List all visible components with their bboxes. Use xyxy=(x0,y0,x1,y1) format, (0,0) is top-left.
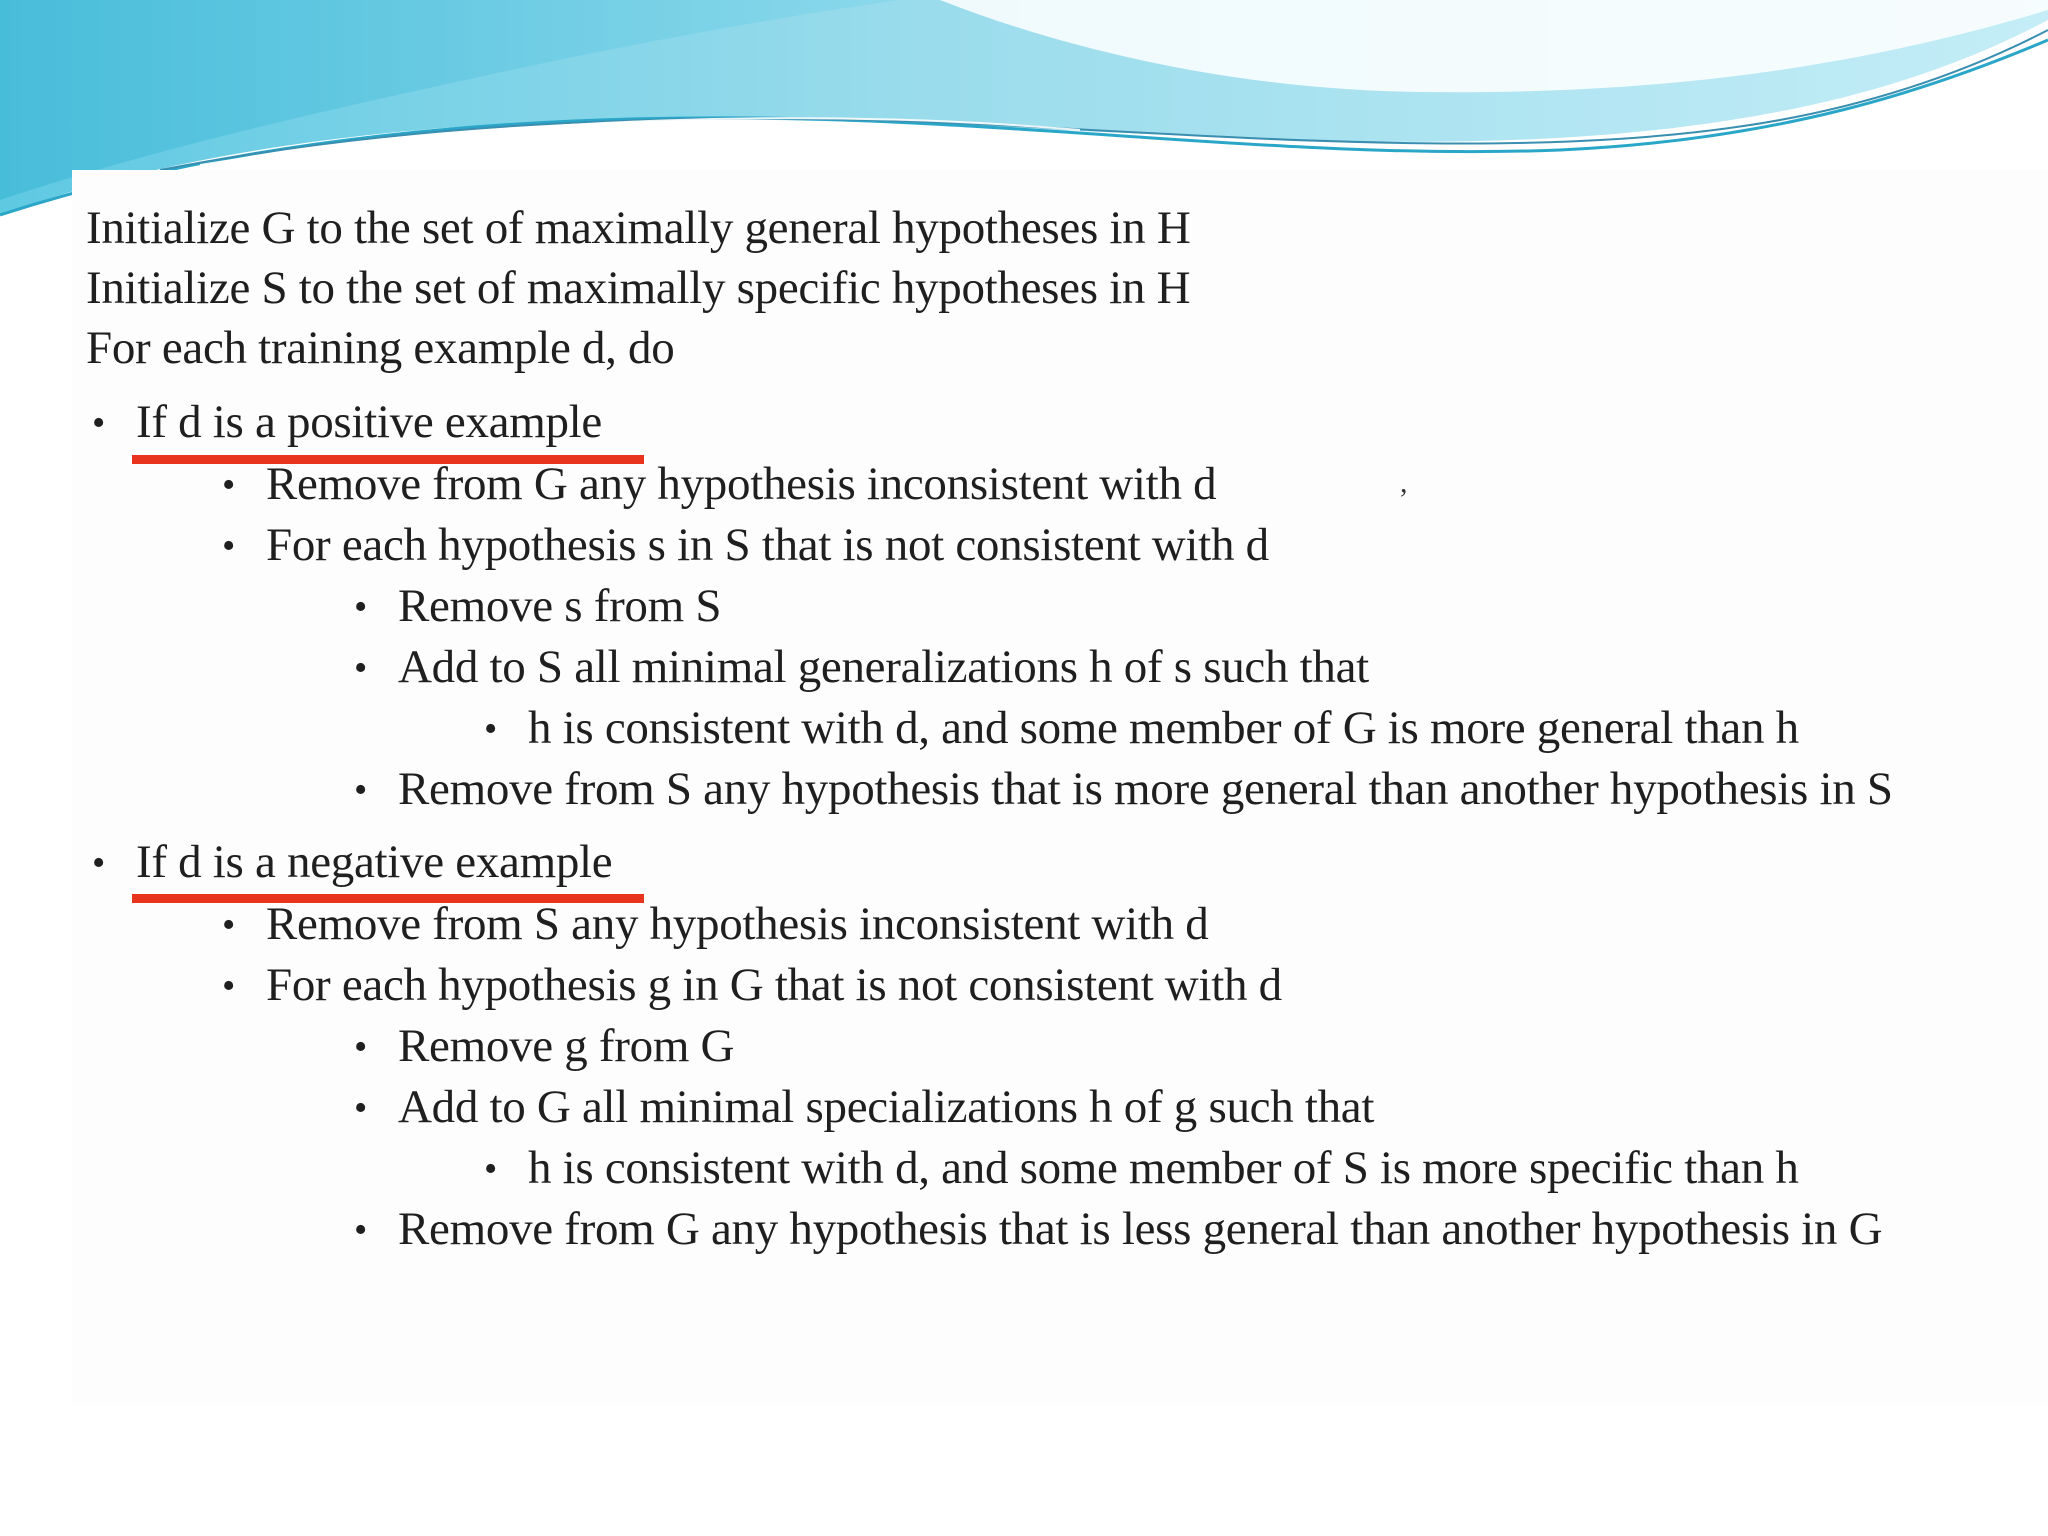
negative-heading xyxy=(92,834,612,891)
neg-remove-less-general: • Remove from G any hypothesis that is less general than another hypothesis in G xyxy=(354,1201,1882,1258)
bullet-icon: • xyxy=(354,647,368,689)
negative-heading-text: If d is a negative example xyxy=(136,836,613,888)
neg-add-specializations: • Add to G all minimal specializations h of g such that xyxy=(354,1079,1374,1136)
pos-remove-g: • Remove from G any hypothesis inconsistent with d xyxy=(222,456,1216,513)
neg-for-each-g: • For each hypothesis g in G that is not consistent with d xyxy=(222,957,1282,1014)
neg-remove-g: • Remove g from G xyxy=(354,1018,734,1075)
bullet-icon: • xyxy=(484,1148,498,1190)
bullet-icon: • xyxy=(222,965,236,1007)
positive-heading-text: If d is a positive example xyxy=(136,396,602,448)
bullet-icon: • xyxy=(222,525,236,567)
bullet-icon: • xyxy=(92,402,106,444)
pos-add-generalizations: • Add to S all minimal generalizations h of s such that xyxy=(354,639,1369,696)
bullet-icon: • xyxy=(354,1087,368,1129)
pos-remove-s: • Remove s from S xyxy=(354,578,721,635)
line-init-g: Initialize G to the set of maximally general hypotheses in H xyxy=(86,202,1191,254)
bullet-icon: • xyxy=(354,1209,368,1251)
bullet-icon: • xyxy=(354,586,368,628)
line-init-s: Initialize S to the set of maximally specific hypotheses in H xyxy=(86,262,1191,314)
bullet-icon: • xyxy=(354,1026,368,1068)
positive-heading xyxy=(92,394,602,451)
bullet-icon: • xyxy=(222,904,236,946)
bullet-icon: • xyxy=(354,769,368,811)
neg-remove-s: • Remove from S any hypothesis inconsistent with d xyxy=(222,896,1209,953)
neg-consistent-condition: • h is consistent with d, and some member of S is more specific than h xyxy=(484,1140,1799,1197)
bullet-icon: • xyxy=(92,842,106,884)
bullet-icon: • xyxy=(222,464,236,506)
pos-consistent-condition: • h is consistent with d, and some member of G is more general than h xyxy=(484,700,1799,757)
line-for-each: For each training example d, do xyxy=(86,322,675,374)
pos-remove-more-general: • Remove from S any hypothesis that is more general than another hypothesis in S xyxy=(354,761,1893,818)
stray-pen-mark: , xyxy=(1400,466,1408,499)
pos-for-each-s: • For each hypothesis s in S that is not consistent with d xyxy=(222,517,1269,574)
bullet-icon: • xyxy=(484,708,498,750)
